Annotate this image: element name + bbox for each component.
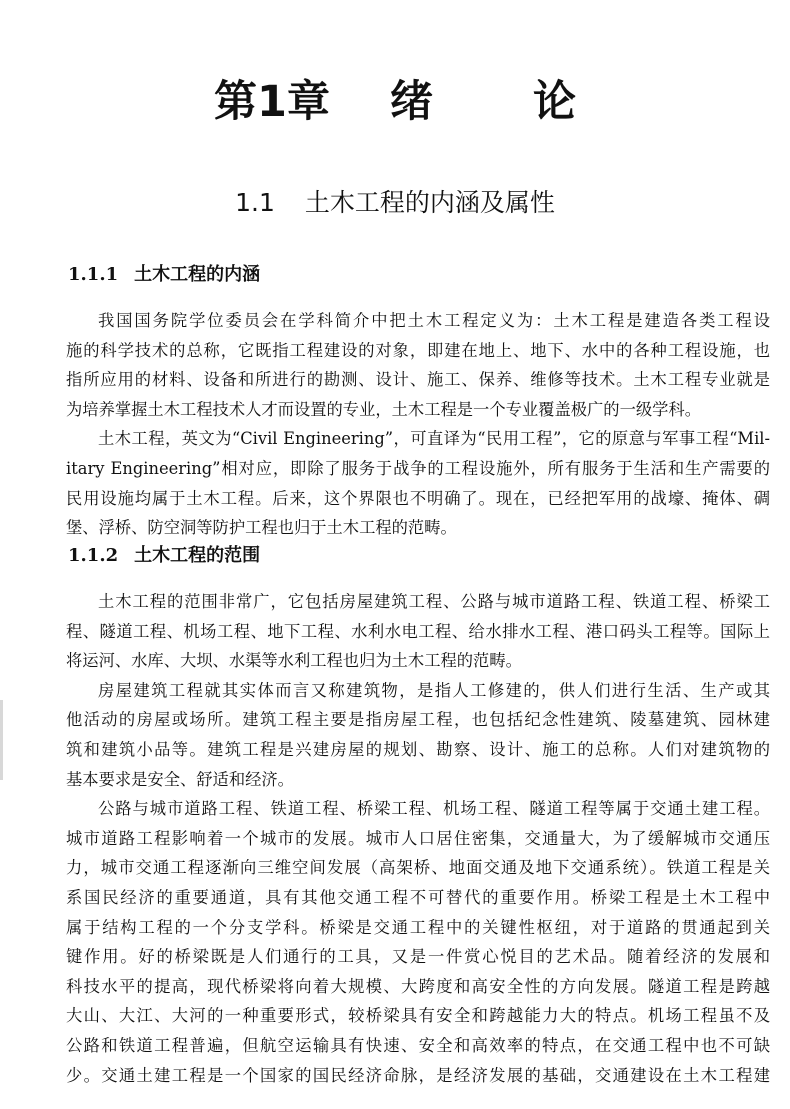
paragraph-line: 公路与城市道路工程、铁道工程、桥梁工程、机场工程、隧道工程等属于交通土建工程。 — [98, 799, 770, 819]
section-number: 1.1 — [235, 188, 275, 217]
paragraph-line: 少。交通土建工程是一个国家的国民经济命脉，是经济发展的基础，交通建设在土木工程建 — [66, 1065, 770, 1085]
paragraph-line: 系国民经济的重要通道，具有其他交通工程不可替代的重要作用。桥梁工程是土木工程中 — [66, 887, 770, 907]
subsection-heading-1-1-2 — [68, 543, 260, 569]
paragraph-line: 房屋建筑工程就其实体而言又称建筑物，是指人工修建的，供人们进行生活、生产或其 — [98, 680, 770, 700]
paragraph-line: 基本要求是安全、舒适和经济。 — [66, 769, 294, 789]
paragraph-line: 键作用。好的桥梁既是人们通行的工具，又是一件赏心悦目的艺术品。随着经济的发展和 — [66, 947, 770, 967]
paragraph-line: 施的科学技术的总称，它既指工程建设的对象，即建在地上、地下、水中的各种工程设施，也 — [66, 340, 770, 360]
paragraph-line: 土木工程的范围非常广，它包括房屋建筑工程、公路与城市道路工程、铁道工程、桥梁工 — [98, 592, 770, 611]
subsection-title-text: 土木工程的范围 — [134, 545, 261, 566]
paragraph-line: 将运河、水库、大坝、水渠等水利工程也归为土木工程的范畴。 — [66, 651, 522, 671]
paragraph-line: 堡、浮桥、防空洞等防护工程也归于土木工程的范畴。 — [66, 518, 457, 538]
subsection-number: 1.1.1 — [68, 264, 119, 285]
subsection-body-1-1-1 — [66, 306, 770, 543]
subsection-number: 1.1.2 — [68, 545, 119, 566]
paragraph-line: 属于结构工程的一个分支学科。桥梁是交通工程中的关键性枢纽，对于道路的贯通起到关 — [66, 917, 770, 937]
paragraph-line: 大山、大江、大河的一种重要形式，较桥梁具有安全和跨越能力大的特点。机场工程虽不及 — [66, 1006, 770, 1026]
paragraph-line: 力，城市交通工程逐渐向三维空间发展（高架桥、地面交通及地下交通系统）。铁道工程是关 — [66, 858, 770, 878]
section-title-text: 土木工程的内涵及属性 — [304, 188, 555, 217]
paragraph-line: 筑和建筑小品等。建筑工程是兴建房屋的规划、勘察、设计、施工的总称。人们对建筑物的 — [66, 739, 770, 759]
page-edge-shadow — [0, 700, 3, 780]
subsection-heading-1-1-1 — [68, 262, 260, 288]
paragraph-line: 他活动的房屋或场所。建筑工程主要是指房屋工程，也包括纪念性建筑、陵墓建筑、园林建 — [66, 710, 770, 730]
chapter-title-char-2: 论 — [532, 77, 576, 127]
subsection-title-text: 土木工程的内涵 — [134, 264, 261, 285]
paragraph-line: 为培养掌握土木工程技术人才而设置的专业，土木工程是一个专业覆盖极广的一级学科。 — [66, 399, 701, 419]
chapter-title-char-1: 绪 — [389, 77, 433, 127]
paragraph-line: itary Engineering”相对应，即除了服务于战争的工程设施外，所有服务于生活和生产需要的 — [66, 458, 770, 478]
chapter-title — [0, 76, 790, 128]
paragraph-line: 民用设施均属于土木工程。后来，这个界限也不明确了。现在，已经把军用的战壕、掩体、碉 — [66, 488, 770, 508]
paragraph-line: 科技水平的提高，现代桥梁将向着大规模、大跨度和高安全性的方向发展。隧道工程是跨越 — [66, 976, 770, 996]
paragraph-line: 公路和铁道工程普遍，但航空运输具有快速、安全和高效率的特点，在交通工程中也不可缺 — [66, 1035, 770, 1055]
section-heading — [0, 186, 790, 220]
paragraph-line: 程、隧道工程、机场工程、地下工程、水利水电工程、给水排水工程、港口码头工程等。国际上 — [66, 621, 770, 641]
chapter-number: 第1章 — [214, 77, 330, 127]
subsection-body-1-1-2 — [66, 587, 770, 1090]
paragraph-line: 我国国务院学位委员会在学科简介中把土木工程定义为：土木工程是建造各类工程设 — [98, 311, 770, 330]
paragraph-line: 土木工程，英文为“Civil Engineering”，可直译为“民用工程”，它的原意与军事工程“Mil- — [98, 429, 770, 449]
paragraph-line: 指所应用的材料、设备和所进行的勘测、设计、施工、保养、维修等技术。土木工程专业就是 — [66, 370, 770, 390]
paragraph-line: 城市道路工程影响着一个城市的发展。城市人口居住密集，交通量大，为了缓解城市交通压 — [66, 828, 770, 848]
